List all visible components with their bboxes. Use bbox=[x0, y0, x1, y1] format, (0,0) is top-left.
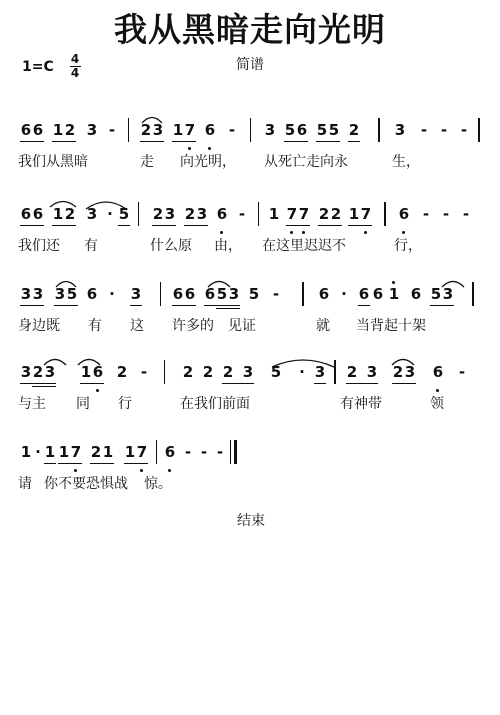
underline bbox=[54, 305, 78, 306]
underline bbox=[140, 141, 164, 142]
note: 1 bbox=[172, 121, 184, 139]
note: 6 bbox=[20, 205, 32, 223]
note: 1 bbox=[44, 443, 56, 461]
note: 6 bbox=[432, 363, 444, 381]
lyric: 什么原 bbox=[150, 238, 192, 254]
note: 7 bbox=[70, 443, 82, 461]
underline bbox=[314, 383, 326, 384]
note: - bbox=[184, 443, 192, 461]
lyric: 这 bbox=[130, 318, 144, 334]
note: 2 bbox=[32, 363, 44, 381]
note: 3 bbox=[366, 363, 378, 381]
note: 1 bbox=[80, 363, 92, 381]
barline bbox=[302, 282, 304, 306]
note: 3 bbox=[196, 205, 208, 223]
underline bbox=[216, 308, 240, 309]
note: 7 bbox=[136, 443, 148, 461]
note: 3 bbox=[264, 121, 276, 139]
note: 7 bbox=[298, 205, 310, 223]
note: 3 bbox=[242, 363, 254, 381]
lyric: 行 bbox=[118, 396, 132, 412]
note: 6 bbox=[204, 121, 216, 139]
underline bbox=[430, 305, 454, 306]
staff-line-3 bbox=[0, 278, 500, 334]
note: 2 bbox=[64, 205, 76, 223]
barline bbox=[164, 360, 165, 384]
high-octave-dot bbox=[392, 281, 395, 284]
underline bbox=[316, 141, 340, 142]
low-octave-dot bbox=[168, 469, 171, 472]
note: 2 bbox=[348, 121, 360, 139]
note: 3 bbox=[86, 205, 98, 223]
underline bbox=[20, 141, 44, 142]
note: 1 bbox=[52, 205, 64, 223]
note: 2 bbox=[330, 205, 342, 223]
note: 7 bbox=[360, 205, 372, 223]
note: 1 bbox=[58, 443, 70, 461]
note: - bbox=[422, 205, 430, 223]
note: 2 bbox=[392, 363, 404, 381]
lyric: 有 bbox=[88, 318, 102, 334]
note: 6 bbox=[184, 285, 196, 303]
note: 3 bbox=[32, 285, 44, 303]
note: - bbox=[238, 205, 246, 223]
low-octave-dot bbox=[402, 231, 405, 234]
note: 6 bbox=[164, 443, 176, 461]
lyric: 从死亡走向永 bbox=[264, 154, 348, 170]
underline bbox=[284, 141, 308, 142]
note: 5 bbox=[284, 121, 296, 139]
note: 6 bbox=[358, 285, 370, 303]
lyric: 行， bbox=[394, 238, 422, 254]
lyrics-line-4 bbox=[0, 393, 500, 413]
note: 1 bbox=[102, 443, 114, 461]
note: 6 bbox=[20, 121, 32, 139]
barline bbox=[472, 282, 474, 306]
lyrics-line-1 bbox=[0, 151, 500, 171]
barline bbox=[138, 202, 139, 226]
note: 7 bbox=[286, 205, 298, 223]
note: - bbox=[458, 363, 466, 381]
note: - bbox=[462, 205, 470, 223]
note: - bbox=[440, 121, 448, 139]
barline bbox=[250, 118, 251, 142]
note: 7 bbox=[184, 121, 196, 139]
lyric: 惊。 bbox=[144, 476, 172, 492]
underline bbox=[80, 383, 104, 384]
note: 1 bbox=[348, 205, 360, 223]
note: 3 bbox=[164, 205, 176, 223]
note: 5 bbox=[316, 121, 328, 139]
lyric: 就 bbox=[316, 318, 330, 334]
note: 2 bbox=[202, 363, 214, 381]
note: - bbox=[140, 363, 148, 381]
underline bbox=[184, 225, 208, 226]
lyric: 领 bbox=[430, 396, 444, 412]
lyric: 有 bbox=[84, 238, 98, 254]
low-octave-dot bbox=[220, 231, 223, 234]
low-octave-dot bbox=[96, 389, 99, 392]
underline bbox=[44, 463, 56, 464]
note: - bbox=[108, 121, 116, 139]
underline bbox=[346, 383, 378, 384]
note: 6 bbox=[172, 285, 184, 303]
note: 3 bbox=[44, 363, 56, 381]
note: 1 bbox=[388, 285, 400, 303]
time-signature bbox=[69, 53, 81, 80]
low-octave-dot bbox=[364, 231, 367, 234]
lyric: 在这里迟迟不 bbox=[262, 238, 346, 254]
notes-line-4 bbox=[0, 356, 500, 388]
lyrics-line-3 bbox=[0, 315, 500, 335]
lyric: 当背起十架 bbox=[356, 318, 426, 334]
lyric: 与主 bbox=[18, 396, 46, 412]
note: 6 bbox=[318, 285, 330, 303]
underline bbox=[124, 463, 148, 464]
note: 3 bbox=[314, 363, 326, 381]
underline bbox=[392, 383, 416, 384]
note: - bbox=[272, 285, 280, 303]
staff-line-2 bbox=[0, 198, 500, 254]
note: 6 bbox=[372, 285, 384, 303]
note: 2 bbox=[64, 121, 76, 139]
underline bbox=[20, 305, 44, 306]
notes-line-2 bbox=[0, 198, 500, 230]
underline bbox=[204, 305, 240, 306]
note: - bbox=[200, 443, 208, 461]
note: 2 bbox=[90, 443, 102, 461]
lyric: 同 bbox=[76, 396, 90, 412]
lyric: 走 bbox=[140, 154, 154, 170]
final-barline-thick bbox=[234, 440, 237, 464]
barline bbox=[156, 440, 157, 464]
lyric: 我们还 bbox=[18, 238, 60, 254]
note: 6 bbox=[216, 205, 228, 223]
barline bbox=[334, 360, 336, 384]
note: · bbox=[299, 363, 305, 381]
underline bbox=[130, 305, 142, 306]
note: 6 bbox=[204, 285, 216, 303]
lyric: 生， bbox=[392, 154, 420, 170]
underline bbox=[318, 225, 342, 226]
note: 3 bbox=[20, 285, 32, 303]
underline bbox=[286, 225, 310, 226]
barline bbox=[258, 202, 259, 226]
note: 6 bbox=[86, 285, 98, 303]
barline bbox=[384, 202, 386, 226]
low-octave-dot bbox=[188, 147, 191, 150]
barline bbox=[478, 118, 480, 142]
lyric: 由， bbox=[214, 238, 242, 254]
underline bbox=[358, 305, 370, 306]
note: 2 bbox=[346, 363, 358, 381]
note: · bbox=[107, 205, 113, 223]
note: 6 bbox=[398, 205, 410, 223]
key-signature: 1=C bbox=[22, 59, 54, 75]
time-signature-top: 4 bbox=[70, 52, 80, 66]
lyric: 许多的 bbox=[172, 318, 214, 334]
underline bbox=[20, 383, 56, 384]
low-octave-dot bbox=[140, 469, 143, 472]
note: 3 bbox=[130, 285, 142, 303]
lyric: 见证 bbox=[228, 318, 256, 334]
note: · bbox=[109, 285, 115, 303]
underline bbox=[52, 141, 76, 142]
note: 3 bbox=[394, 121, 406, 139]
note: - bbox=[216, 443, 224, 461]
underline bbox=[32, 386, 56, 387]
note: 3 bbox=[442, 285, 454, 303]
final-barline-thin bbox=[230, 440, 231, 464]
note: 3 bbox=[228, 285, 240, 303]
staff-line-5 bbox=[0, 436, 500, 492]
note: 2 bbox=[116, 363, 128, 381]
note: 3 bbox=[152, 121, 164, 139]
note: 1 bbox=[20, 443, 32, 461]
underline bbox=[152, 225, 176, 226]
note: 3 bbox=[86, 121, 98, 139]
note: 6 bbox=[32, 121, 44, 139]
notes-line-3 bbox=[0, 278, 500, 310]
note: · bbox=[341, 285, 347, 303]
lyrics-line-2 bbox=[0, 235, 500, 255]
staff-line-1 bbox=[0, 114, 500, 170]
end-label: 结束 bbox=[237, 513, 265, 529]
underline bbox=[172, 141, 196, 142]
barline bbox=[160, 282, 161, 306]
lyric: 在我们前面 bbox=[180, 396, 250, 412]
note: - bbox=[420, 121, 428, 139]
underline bbox=[348, 225, 372, 226]
note: 1 bbox=[124, 443, 136, 461]
staff-line-4 bbox=[0, 356, 500, 412]
low-octave-dot bbox=[74, 469, 77, 472]
notation-label: 简谱 bbox=[236, 57, 264, 73]
underline bbox=[172, 305, 196, 306]
underline bbox=[20, 225, 44, 226]
note: 5 bbox=[118, 205, 130, 223]
time-signature-bottom: 4 bbox=[70, 66, 80, 80]
note: 6 bbox=[32, 205, 44, 223]
note: 6 bbox=[296, 121, 308, 139]
notes-line-5 bbox=[0, 436, 500, 468]
low-octave-dot bbox=[436, 389, 439, 392]
note: 2 bbox=[222, 363, 234, 381]
note: 2 bbox=[184, 205, 196, 223]
lyric: 有神带 bbox=[340, 396, 382, 412]
underline bbox=[222, 383, 254, 384]
note: 2 bbox=[182, 363, 194, 381]
low-octave-dot bbox=[208, 147, 211, 150]
note: 2 bbox=[140, 121, 152, 139]
note: 1 bbox=[52, 121, 64, 139]
note: 6 bbox=[410, 285, 422, 303]
note: 3 bbox=[20, 363, 32, 381]
note: 5 bbox=[328, 121, 340, 139]
underline bbox=[58, 463, 82, 464]
note: 2 bbox=[318, 205, 330, 223]
note: 3 bbox=[54, 285, 66, 303]
underline bbox=[118, 225, 130, 226]
note: 3 bbox=[404, 363, 416, 381]
lyric: 我们从黑暗 bbox=[18, 154, 88, 170]
lyric: 身边既 bbox=[18, 318, 60, 334]
note: - bbox=[228, 121, 236, 139]
underline bbox=[348, 141, 360, 142]
note: 6 bbox=[92, 363, 104, 381]
note: - bbox=[442, 205, 450, 223]
barline bbox=[128, 118, 129, 142]
note: - bbox=[460, 121, 468, 139]
note: · bbox=[35, 443, 41, 461]
low-octave-dot bbox=[290, 231, 293, 234]
lyrics-line-5 bbox=[0, 473, 500, 493]
note: 5 bbox=[66, 285, 78, 303]
note: 5 bbox=[430, 285, 442, 303]
notes-line-1 bbox=[0, 114, 500, 146]
barline bbox=[378, 118, 380, 142]
note: 2 bbox=[152, 205, 164, 223]
song-title: 我从黑暗走向光明 bbox=[114, 10, 386, 49]
underline bbox=[90, 463, 114, 464]
lyric: 你不要恐惧战 bbox=[44, 476, 128, 492]
note: 5 bbox=[216, 285, 228, 303]
note: 1 bbox=[268, 205, 280, 223]
underline bbox=[52, 225, 76, 226]
note: 5 bbox=[248, 285, 260, 303]
low-octave-dot bbox=[302, 231, 305, 234]
note: 5 bbox=[270, 363, 282, 381]
lyric: 向光明， bbox=[180, 154, 236, 170]
lyric: 请 bbox=[18, 476, 32, 492]
